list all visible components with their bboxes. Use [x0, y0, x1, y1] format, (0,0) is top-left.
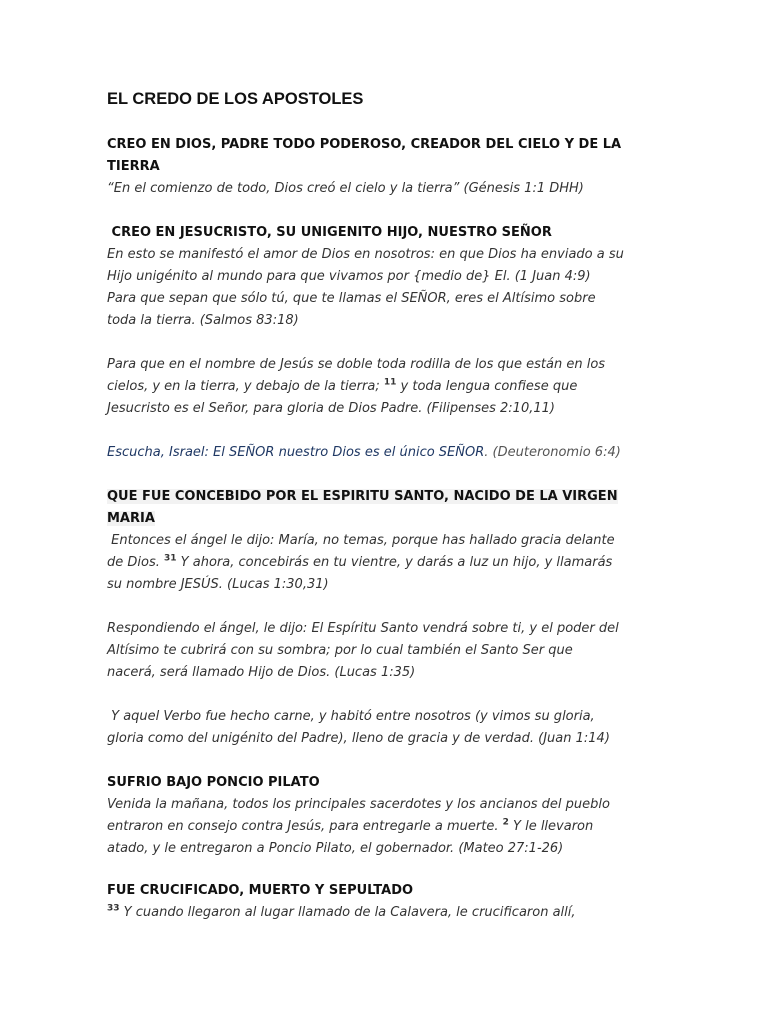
verse-line: Y aquel Verbo fue hecho carne, y habitó entre nosotros (y vimos su gloria,	[107, 709, 595, 724]
section-heading-line: CREO EN DIOS, PADRE TODO PODEROSO, CREADOR DEL CIELO Y DE LA	[107, 137, 622, 152]
verse-line: toda la tierra. (Salmos 83:18)	[107, 313, 299, 328]
verse-line: Jesucristo es el Señor, para gloria de Dios Padre. (Filipenses 2:10,11)	[107, 401, 555, 416]
section-poncio-pilato	[107, 772, 667, 860]
section-heading-line: FUE CRUCIFICADO, MUERTO Y SEPULTADO	[107, 883, 414, 898]
section-heading-text: QUE FUE CONCEBIDO POR EL ESPIRITU SANTO, NACIDO DE LA VIRGEN	[107, 489, 618, 504]
verse-line	[107, 816, 667, 838]
verse-line	[107, 442, 667, 464]
verse-number: 11	[383, 377, 397, 388]
section-concebido	[107, 486, 667, 750]
document-title: EL CREDO DE LOS APOSTOLES	[107, 90, 364, 108]
verse-line: Hijo unigénito al mundo para que vivamos por {medio de} El. (1 Juan 4:9)	[107, 269, 591, 284]
verse-text: de Dios.	[107, 555, 164, 570]
section-heading-line	[107, 486, 667, 508]
verse-number: 31	[164, 553, 177, 564]
section-heading-line: TIERRA	[107, 159, 160, 174]
verse-line: Respondiendo el ángel, le dijo: El Espíritu Santo vendrá sobre ti, y el poder del	[107, 621, 619, 636]
section-heading-line: SUFRIO BAJO PONCIO PILATO	[107, 775, 320, 790]
verse-line: Venida la mañana, todos los principales sacerdotes y los ancianos del pueblo	[107, 797, 610, 812]
verse-number: 33	[107, 903, 120, 914]
section-creo-en-dios	[107, 134, 667, 200]
verse-line: Entonces el ángel le dijo: María, no temas, porque has hallado gracia delante	[107, 533, 615, 548]
section-crucificado	[107, 880, 667, 924]
verse-line: Altísimo te cubrirá con su sombra; por lo cual también el Santo Ser que	[107, 643, 573, 658]
verse-line: Para que en el nombre de Jesús se doble toda rodilla de los que están en los	[107, 357, 606, 372]
document-body	[107, 134, 667, 924]
verse-line: gloria como del unigénito del Padre), lleno de gracia y de verdad. (Juan 1:14)	[107, 731, 610, 746]
verse-text: Y ahora, concebirás en tu vientre, y darás a luz un hijo, y llamarás	[176, 555, 613, 570]
verse-line	[107, 376, 667, 398]
section-heading-line	[107, 508, 667, 530]
verse-line: atado, y le entregaron a Poncio Pilato, el gobernador. (Mateo 27:1-26)	[107, 841, 564, 856]
verse-text: cielos, y en la tierra, y debajo de la tierra;	[107, 379, 384, 394]
verse-text: Y le llevaron	[508, 819, 594, 834]
verse-text: Y cuando llegaron al lugar llamado de la Calavera, le crucificaron allí,	[119, 905, 576, 920]
verse-line	[107, 552, 667, 574]
verse-text: Escucha, Israel: El SEÑOR nuestro Dios es el único SEÑOR	[107, 445, 485, 460]
verse-line: nacerá, será llamado Hijo de Dios. (Lucas 1:35)	[107, 665, 416, 680]
verse-text: entraron en consejo contra Jesús, para entregarle a muerte.	[107, 819, 503, 834]
verse-line: En esto se manifestó el amor de Dios en nosotros: en que Dios ha enviado a su	[107, 247, 624, 262]
section-creo-en-jesucristo	[107, 222, 667, 464]
verse-text: y toda lengua confiese que	[396, 379, 578, 394]
section-heading-line: CREO EN JESUCRISTO, SU UNIGENITO HIJO, NUESTRO SEÑOR	[107, 225, 552, 240]
verse-number: 2	[502, 817, 509, 828]
verse-line: Para que sepan que sólo tú, que te llamas el SEÑOR, eres el Altísimo sobre	[107, 291, 596, 306]
section-heading-text: MARIA	[107, 511, 155, 526]
verse-line	[107, 902, 667, 924]
verse-line: su nombre JESÚS. (Lucas 1:30,31)	[107, 577, 329, 592]
verse-line: “En el comienzo de todo, Dios creó el cielo y la tierra” (Génesis 1:1 DHH)	[107, 181, 584, 196]
verse-reference: . (Deuteronomio 6:4)	[484, 445, 621, 460]
